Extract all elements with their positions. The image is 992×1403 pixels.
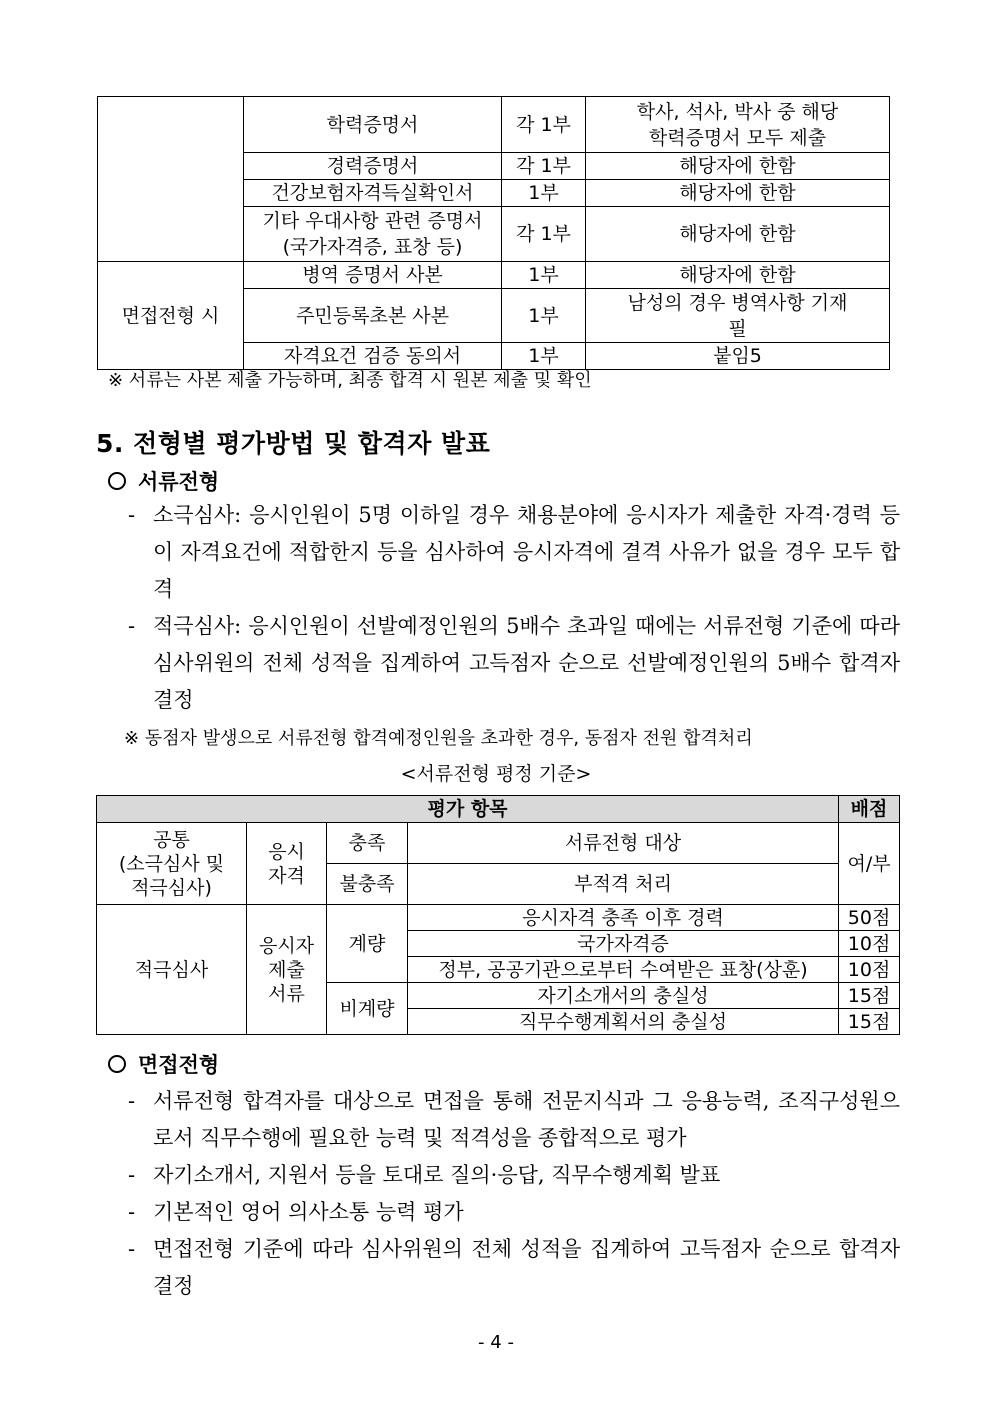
cell-line: 응시자 xyxy=(258,934,315,957)
interview-label: 면접전형 xyxy=(138,1052,220,1077)
list-item-text: 면접전형 기준에 따라 심사위원의 전체 성적을 집계하여 고득점자 순으로 합격자 결정 xyxy=(153,1237,900,1298)
list-item xyxy=(128,1231,900,1305)
dash-bullet: - xyxy=(128,1163,136,1187)
doc-qty: 1부 xyxy=(502,289,586,343)
dash-bullet: - xyxy=(128,1200,136,1224)
table-row xyxy=(98,97,890,153)
doc-screening-heading xyxy=(108,466,219,496)
list-item xyxy=(128,1083,900,1157)
meets-cell: 충족 xyxy=(327,823,408,864)
doc-note-line: 학력증명서 모두 제출 xyxy=(648,126,827,149)
common-group-cell xyxy=(97,823,247,905)
doc-note: 해당자에 한함 xyxy=(586,180,890,207)
doc-note-line: 필 xyxy=(728,317,747,340)
doc-note xyxy=(586,97,890,153)
not-meets-cell: 불충족 xyxy=(327,864,408,905)
blank-group-cell xyxy=(98,97,244,262)
section-title: 5. 전형별 평가방법 및 합격자 발표 xyxy=(96,429,491,458)
doc-name-line: 기타 우대사항 관련 증명서 xyxy=(262,210,483,232)
circle-bullet-icon xyxy=(108,472,126,490)
list-item-text: 기본적인 영어 의사소통 능력 평가 xyxy=(153,1200,464,1224)
criterion-label: 직무수행계획서의 충실성 xyxy=(408,1009,839,1035)
doc-note: 해당자에 한함 xyxy=(586,262,890,289)
doc-screening-label: 서류전형 xyxy=(138,469,220,494)
cell-line: 응시 xyxy=(268,840,305,863)
qualification-cell xyxy=(247,823,327,905)
page-number: - 4 - xyxy=(478,1332,514,1353)
doc-qty: 1부 xyxy=(502,343,586,370)
list-item-text: 서류전형 합격자를 대상으로 면접을 통해 전문지식과 그 응용능력, 조직구성원으로서 직무수행에 필요한 능력 및 적격성을 종합적으로 평가 xyxy=(153,1089,900,1150)
doc-name-line: (국가자격증, 표창 등) xyxy=(282,236,463,258)
cell-line: 서류 xyxy=(268,982,305,1005)
table-header-row xyxy=(97,796,900,823)
tie-note: ※ 동점자 발생으로 서류전형 합격예정인원을 초과한 경우, 동점자 전원 합격처리 xyxy=(124,728,753,749)
doc-note: 해당자에 한함 xyxy=(586,153,890,180)
criterion-score: 10점 xyxy=(839,957,900,983)
criterion-label: 국가자격증 xyxy=(408,931,839,957)
doc-name: 경력증명서 xyxy=(244,153,502,180)
evaluation-criteria-table xyxy=(96,795,900,1035)
header-score: 배점 xyxy=(839,796,900,823)
cell-line: 적극심사) xyxy=(131,876,212,899)
doc-name: 자격요건 검증 동의서 xyxy=(244,343,502,370)
list-item xyxy=(128,1157,900,1194)
docs-note: ※ 서류는 사본 제출 가능하며, 최종 합격 시 원본 제출 및 확인 xyxy=(108,370,592,391)
criterion-label: 응시자격 충족 이후 경력 xyxy=(408,905,839,931)
list-item xyxy=(128,1194,900,1231)
criterion-label: 자기소개서의 충실성 xyxy=(408,983,839,1009)
quant-cell: 계량 xyxy=(327,905,408,983)
doc-name: 건강보험자격득실확인서 xyxy=(244,180,502,207)
doc-qty: 각 1부 xyxy=(502,97,586,153)
submitted-cell xyxy=(247,905,327,1035)
table-row xyxy=(98,262,890,289)
list-item xyxy=(128,497,900,608)
criterion-score: 15점 xyxy=(839,983,900,1009)
cell-line: (소극심사 및 xyxy=(118,852,225,875)
meets-result: 서류전형 대상 xyxy=(408,823,839,864)
interview-group-cell: 면접전형 시 xyxy=(98,262,244,370)
doc-qty: 각 1부 xyxy=(502,153,586,180)
interview-heading xyxy=(108,1049,219,1079)
doc-note: 붙임5 xyxy=(586,343,890,370)
table-row xyxy=(97,823,900,864)
active-group-cell: 적극심사 xyxy=(97,905,247,1035)
criterion-label: 정부, 공공기관으로부터 수여받은 표창(상훈) xyxy=(408,957,839,983)
doc-note-line: 학사, 석사, 박사 중 해당 xyxy=(636,100,839,123)
dash-bullet: - xyxy=(128,503,136,527)
yn-cell: 여/부 xyxy=(839,823,900,905)
header-item: 평가 항목 xyxy=(97,796,839,823)
dash-bullet: - xyxy=(128,1237,136,1261)
doc-name: 병역 증명서 사본 xyxy=(244,262,502,289)
not-meets-result: 부적격 처리 xyxy=(408,864,839,905)
doc-name xyxy=(244,207,502,262)
dash-bullet: - xyxy=(128,1089,136,1113)
table-row xyxy=(97,905,900,931)
doc-note-line: 남성의 경우 병역사항 기재 xyxy=(627,291,848,314)
criterion-score: 10점 xyxy=(839,931,900,957)
list-item xyxy=(128,608,900,719)
nonquant-cell: 비계량 xyxy=(327,983,408,1035)
cell-line: 제출 xyxy=(268,958,305,981)
doc-name: 학력증명서 xyxy=(244,97,502,153)
cell-line: 자격 xyxy=(268,864,305,887)
list-item-text: 자기소개서, 지원서 등을 토대로 질의·응답, 직무수행계획 발표 xyxy=(153,1163,721,1187)
doc-name: 주민등록초본 사본 xyxy=(244,289,502,343)
criterion-score: 50점 xyxy=(839,905,900,931)
doc-qty: 각 1부 xyxy=(502,207,586,262)
doc-note: 해당자에 한함 xyxy=(586,207,890,262)
required-documents-table xyxy=(97,96,890,370)
cell-line: 공통 xyxy=(153,828,190,851)
criterion-score: 15점 xyxy=(839,1009,900,1035)
dash-bullet: - xyxy=(128,614,136,638)
list-item-text: 적극심사: 응시인원이 선발예정인원의 5배수 초과일 때에는 서류전형 기준에 따라 심사위원의 전체 성적을 집계하여 고득점자 순으로 선발예정인원의 5배수 합격자 결정 xyxy=(153,614,900,712)
circle-bullet-icon xyxy=(108,1055,126,1073)
doc-qty: 1부 xyxy=(502,262,586,289)
doc-note xyxy=(586,289,890,343)
doc-qty: 1부 xyxy=(502,180,586,207)
list-item-text: 소극심사: 응시인원이 5명 이하일 경우 채용분야에 응시자가 제출한 자격·경력 등이 자격요건에 적합한지 등을 심사하여 응시자격에 결격 사유가 없을 경우 모두 합격 xyxy=(153,503,900,601)
table-caption: <서류전형 평정 기준> xyxy=(400,763,592,785)
